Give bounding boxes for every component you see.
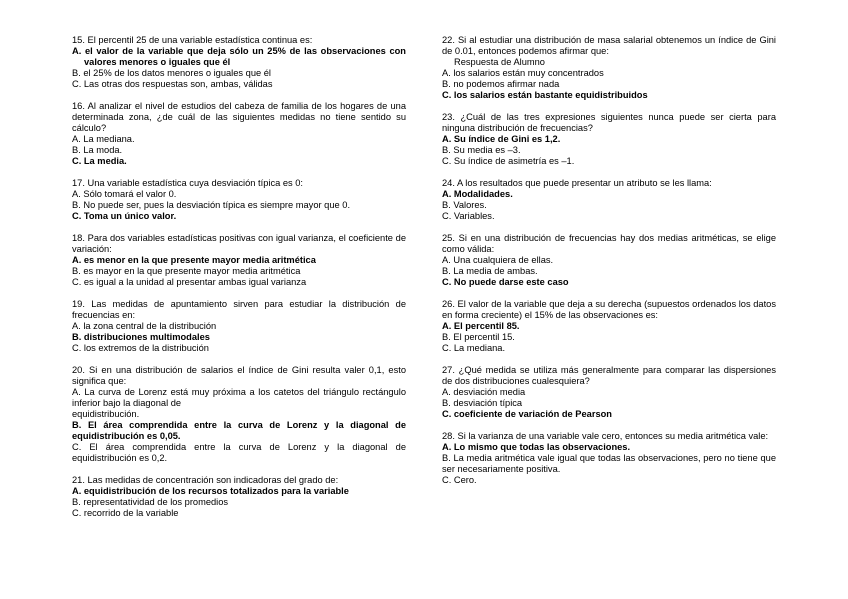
correct-answer-option: A. Modalidades. — [442, 189, 513, 199]
answer-option: C. Las otras dos respuestas son, ambas, válidas — [72, 79, 273, 89]
answer-option: C. los extremos de la distribución — [72, 343, 209, 353]
answer-option: A. La mediana. — [72, 134, 135, 144]
question-stem: 18. Para dos variables estadísticas positivas con igual varianza, el coeficiente de variación: — [72, 233, 406, 254]
correct-answer-option: B. distribuciones multimodales — [72, 332, 210, 342]
question-stem: 19. Las medidas de apuntamiento sirven para estudiar la distribución de frecuencias en: — [72, 299, 406, 320]
question-block — [442, 35, 776, 101]
question-block — [72, 299, 406, 354]
question-stem: 17. Una variable estadística cuya desviación típica es 0: — [72, 178, 304, 188]
answer-option: C. Variables. — [442, 211, 495, 221]
answer-option: A. Sólo tomará el valor 0. — [72, 189, 177, 199]
question-stem: 23. ¿Cuál de las tres expresiones siguientes nunca puede ser cierta para ninguna distribución de frecuencias? — [442, 112, 776, 133]
answer-option: A. los salarios están muy concentrados — [442, 68, 604, 78]
correct-answer-option: A. el valor de la variable que deja sólo un 25% de las observaciones con valores menores o iguales que él — [72, 46, 406, 67]
question-stem: 27. ¿Qué medida se utiliza más generalmente para comparar las dispersiones de dos distribuciones cualesquiera? — [442, 365, 776, 386]
answer-option: C. recorrido de la variable — [72, 508, 179, 518]
answer-option: B. es mayor en la que presente mayor media aritmética — [72, 266, 301, 276]
question-block — [442, 299, 776, 354]
answer-option: B. representatividad de los promedios — [72, 497, 229, 507]
question-stem: 20. Si en una distribución de salarios el índice de Gini resulta valer 0,1, esto significa que: — [72, 365, 406, 386]
answer-option: B. La media aritmética vale igual que todas las observaciones, pero no tiene que ser necesariamente positiva. — [442, 453, 776, 474]
question-stem: 21. Las medidas de concentración son indicadoras del grado de: — [72, 475, 339, 485]
answer-option: equidistribución. — [72, 409, 140, 419]
correct-answer-option: C. coeficiente de variación de Pearson — [442, 409, 612, 419]
answer-option: C. es igual a la unidad al presentar ambas igual varianza — [72, 277, 307, 287]
answer-option: A. desviación media — [442, 387, 526, 397]
answer-option: C. El área comprendida entre la curva de Lorenz y la diagonal de equidistribución es 0,2. — [72, 442, 406, 463]
question-stem: 16. Al analizar el nivel de estudios del cabeza de familia de los hogares de una determinada zona, ¿de cuál de las siguientes medidas no tiene sentido su cálculo? — [72, 101, 406, 133]
answer-option: A. Una cualquiera de ellas. — [442, 255, 554, 265]
answer-option: B. La media de ambas. — [442, 266, 538, 276]
question-block — [72, 178, 406, 222]
question-block — [72, 475, 406, 519]
answer-option: B. La moda. — [72, 145, 123, 155]
correct-answer-option: A. Su índice de Gini es 1,2. — [442, 134, 561, 144]
question-block — [442, 112, 776, 167]
question-block — [442, 365, 776, 420]
correct-answer-option: C. Toma un único valor. — [72, 211, 177, 221]
answer-option: B. El percentil 15. — [442, 332, 515, 342]
answer-option: B. el 25% de los datos menores o iguales que él — [72, 68, 271, 78]
question-block — [442, 233, 776, 288]
answer-option: A. La curva de Lorenz está muy próxima a los catetos del triángulo rectángulo inferior bajo la diagonal de — [72, 387, 406, 408]
correct-answer-option: A. El percentil 85. — [442, 321, 520, 331]
correct-answer-option: C. La media. — [72, 156, 127, 166]
question-stem: 25. Si en una distribución de frecuencias hay dos medias aritméticas, se elige como válida: — [442, 233, 776, 254]
answer-option: B. No puede ser, pues la desviación típica es siempre mayor que 0. — [72, 200, 351, 210]
correct-answer-option: B. El área comprendida entre la curva de Lorenz y la diagonal de equidistribución es 0,05. — [72, 420, 406, 441]
correct-answer-option: C. los salarios están bastante equidistribuidos — [442, 90, 648, 100]
answer-option: B. Su media es –3. — [442, 145, 521, 155]
correct-answer-option: A. es menor en la que presente mayor media aritmética — [72, 255, 316, 265]
question-stem: 26. El valor de la variable que deja a su derecha (supuestos ordenados los datos en forma creciente) el 15% de las observaciones es: — [442, 299, 776, 320]
question-stem: 28. Si la varianza de una variable vale cero, entonces su media aritmética vale: — [442, 431, 769, 441]
answer-option: B. desviación típica — [442, 398, 523, 408]
answer-option: C. Cero. — [442, 475, 477, 485]
correct-answer-option: C. No puede darse este caso — [442, 277, 569, 287]
answer-option: C. Su índice de asimetría es –1. — [442, 156, 575, 166]
question-block — [72, 365, 406, 464]
answer-option: A. la zona central de la distribución — [72, 321, 217, 331]
left-column — [72, 35, 406, 530]
correct-answer-option: A. equidistribución de los recursos totalizados para la variable — [72, 486, 349, 496]
question-block — [72, 233, 406, 288]
question-block — [442, 431, 776, 486]
question-stem: 15. El percentil 25 de una variable estadística continua es: — [72, 35, 313, 45]
correct-answer-option: A. Lo mismo que todas las observaciones. — [442, 442, 631, 452]
question-block — [72, 35, 406, 90]
question-block — [72, 101, 406, 167]
question-block — [442, 178, 776, 222]
question-stem: 22. Si al estudiar una distribución de masa salarial obtenemos un índice de Gini de 0.01, entonces podemos afirmar que: — [442, 35, 776, 56]
answer-option: Respuesta de Alumno — [454, 57, 545, 67]
right-column — [442, 35, 776, 497]
answer-option: B. no podemos afirmar nada — [442, 79, 560, 89]
question-stem: 24. A los resultados que puede presentar un atributo se les llama: — [442, 178, 712, 188]
answer-option: B. Valores. — [442, 200, 487, 210]
answer-option: C. La mediana. — [442, 343, 506, 353]
